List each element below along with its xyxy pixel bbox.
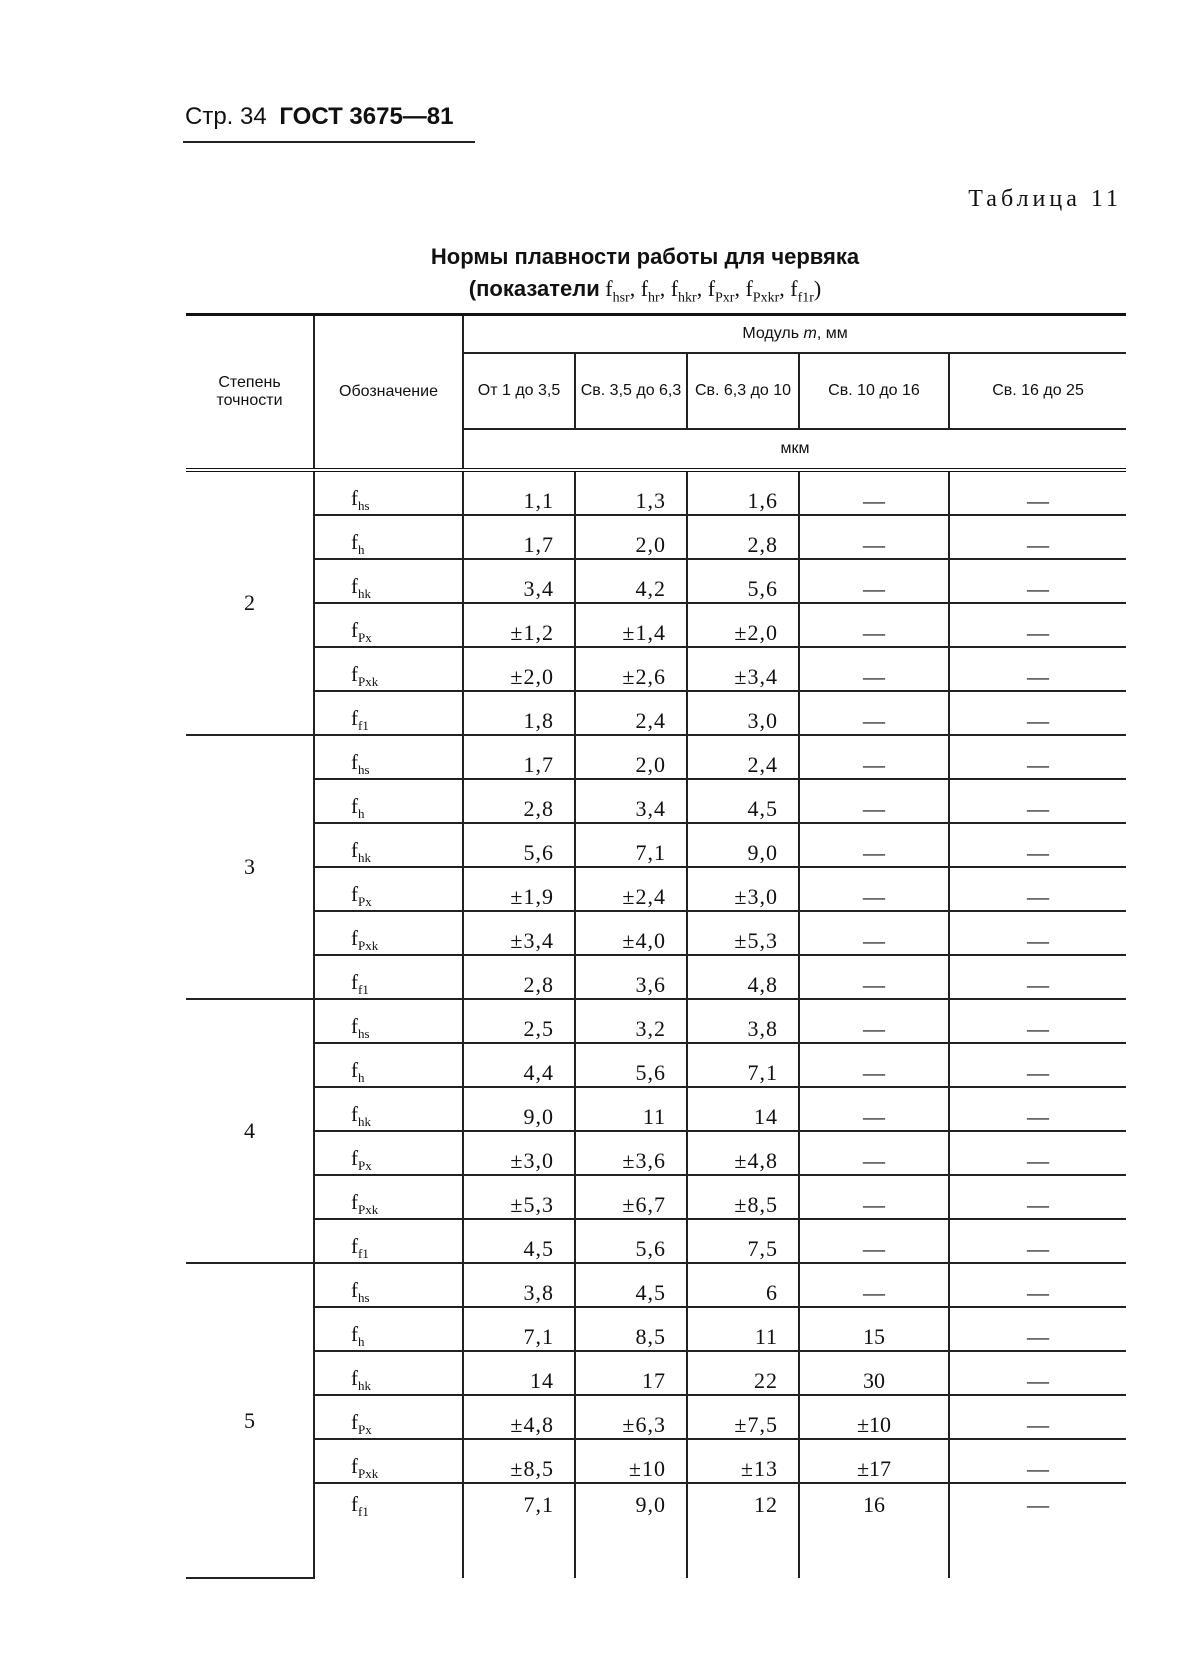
designation-sub: hk [358,1114,371,1129]
value-cell: — [949,999,1126,1043]
value-cell: — [949,1043,1126,1087]
value-cell: — [949,1219,1126,1263]
designation-base: f [351,1453,358,1478]
designation-base: f [351,1013,358,1038]
value-cell: 1,1 [463,470,575,515]
table-row [186,470,1126,515]
value-cell: — [799,735,949,779]
norms-table [186,313,1126,1579]
table-row [186,911,1126,955]
range-header: Св. 6,3 до 10 [687,353,799,429]
designation-sub: f1 [358,718,369,733]
designation-sub: hs [358,498,370,513]
value-cell: 8,5 [575,1307,687,1351]
value-cell: ±5,3 [687,911,799,955]
value-cell: — [799,1263,949,1307]
designation-base: f [351,793,358,818]
value-cell: — [949,1307,1126,1351]
value-cell: — [799,955,949,999]
indicator-symbol [745,276,780,306]
value-cell: 2,4 [575,691,687,735]
designation-base: f [351,485,358,510]
designation-base: f [351,705,358,730]
designation-sub: f1 [358,1246,369,1261]
designation-base: f [351,1492,358,1516]
designation-cell [314,647,463,691]
value-cell: — [949,470,1126,515]
value-cell: — [799,779,949,823]
designation-cell [314,1175,463,1219]
value-cell: ±6,3 [575,1395,687,1439]
value-cell: — [949,515,1126,559]
value-cell: — [799,1219,949,1263]
modul-label: Модуль [742,325,800,342]
value-cell: — [799,867,949,911]
value-cell: — [799,911,949,955]
page-header [185,103,453,131]
designation-header: Обозначение [314,315,463,471]
value-cell: — [949,647,1126,691]
value-cell: 1,7 [463,515,575,559]
table-row [186,955,1126,999]
value-cell: ±6,7 [575,1175,687,1219]
modul-symbol: m [803,325,817,342]
value-cell: — [799,691,949,735]
designation-sub: hs [358,1026,370,1041]
value-cell: — [799,470,949,515]
value-cell: ±4,8 [687,1131,799,1175]
value-cell: 2,0 [575,515,687,559]
indicator-sub: Pxkr [752,290,780,306]
value-cell: — [799,1043,949,1087]
designation-sub: Px [358,1422,372,1437]
indicator-symbol [605,276,630,306]
designation-base: f [351,529,358,554]
designation-cell [314,1087,463,1131]
value-cell: 2,5 [463,999,575,1043]
designation-sub: hs [358,1290,370,1305]
designation-base: f [351,881,358,906]
modul-header [463,315,1126,354]
designation-base: f [351,969,358,994]
designation-base: f [351,1233,358,1258]
value-cell: — [949,1175,1126,1219]
value-cell: — [949,1131,1126,1175]
value-cell: ±3,4 [687,647,799,691]
value-cell: — [949,779,1126,823]
range-header: От 1 до 3,5 [463,353,575,429]
table-row [186,1175,1126,1219]
table-title: Нормы плавности работы для червяка [430,244,860,269]
value-cell: — [799,559,949,603]
range-header: Св. 16 до 25 [949,353,1126,429]
value-cell: 2,8 [687,515,799,559]
value-cell: — [799,1175,949,1219]
indicator-list: $f_{hsr}$, $f_{hr}$, $f_{hkr}$, $f_{Pxr}$, $f_{Pxkr}$, $f_{f1r}$) [605,276,822,306]
grade-cell: 2 [186,470,314,735]
standard-code: ГОСТ 3675—81 [279,103,454,130]
value-cell: 4,5 [575,1263,687,1307]
value-cell: 7,1 [575,823,687,867]
norms-body [186,470,1126,1578]
subtitle-lead: (показатели [468,276,600,301]
value-cell: — [949,603,1126,647]
designation-cell [314,1439,463,1483]
value-cell: 7,5 [687,1219,799,1263]
designation-base: f [351,1409,358,1434]
value-cell: — [799,999,949,1043]
value-cell: 5,6 [687,559,799,603]
designation-cell [314,1219,463,1263]
value-cell: ±3,6 [575,1131,687,1175]
indicator-sub: hr [648,290,660,306]
value-cell: 3,2 [575,999,687,1043]
indicator-symbol [670,276,697,306]
value-cell: 16 [799,1483,949,1578]
designation-sub: f1 [358,1504,369,1520]
value-cell: 5,6 [575,1219,687,1263]
indicator-base: f [707,276,716,301]
value-cell: 11 [687,1307,799,1351]
value-cell: 1,7 [463,735,575,779]
table-row [186,999,1126,1043]
value-cell: 9,0 [687,823,799,867]
designation-base: f [351,837,358,862]
designation-sub: Px [358,1158,372,1173]
value-cell: 3,0 [687,691,799,735]
designation-cell [314,603,463,647]
indicator-symbol [790,276,814,306]
designation-cell [314,735,463,779]
value-cell: 1,8 [463,691,575,735]
value-cell: 2,4 [687,735,799,779]
value-cell: — [799,1087,949,1131]
value-cell: — [949,735,1126,779]
value-cell: — [949,1087,1126,1131]
value-cell: ±4,0 [575,911,687,955]
value-cell: 3,8 [687,999,799,1043]
designation-cell [314,955,463,999]
value-cell: 30 [799,1351,949,1395]
unit-header: мкм [463,429,1126,470]
indicator-base: f [640,276,649,301]
designation-cell [314,1307,463,1351]
designation-base: f [351,617,358,642]
table-row [186,1263,1126,1307]
designation-cell [314,867,463,911]
table-row [186,603,1126,647]
table-row [186,1395,1126,1439]
indicator-base: f [790,276,798,301]
value-cell: 7,1 [463,1483,575,1578]
value-cell: 7,1 [687,1043,799,1087]
designation-cell [314,515,463,559]
designation-sub: Pxk [358,674,379,689]
designation-cell [314,1131,463,1175]
designation-sub: hk [358,586,371,601]
value-cell: ±13 [687,1439,799,1483]
designation-sub: hk [358,850,371,865]
value-cell: ±1,9 [463,867,575,911]
grade-header: Степень точности [216,374,283,409]
value-cell: ±2,4 [575,867,687,911]
value-cell: 14 [463,1351,575,1395]
designation-cell [314,559,463,603]
value-cell: — [949,1395,1126,1439]
designation-cell [314,1483,463,1578]
value-cell: ±3,0 [687,867,799,911]
value-cell: 5,6 [463,823,575,867]
designation-sub: Pxk [358,1202,379,1217]
table-row [186,647,1126,691]
value-cell: — [799,515,949,559]
value-cell: — [949,911,1126,955]
value-cell: 12 [687,1483,799,1578]
value-cell: 4,8 [687,955,799,999]
table-row [186,779,1126,823]
table-row [186,1483,1126,1578]
value-cell: 2,8 [463,955,575,999]
range-header: Св. 10 до 16 [799,353,949,429]
table-number: Таблица 11 [968,186,1122,212]
designation-cell [314,470,463,515]
indicator-base: f [745,276,753,301]
value-cell: 1,3 [575,470,687,515]
designation-base: f [351,1145,358,1170]
designation-cell [314,779,463,823]
indicator-sub: hsr [612,290,630,306]
designation-base: f [351,661,358,686]
designation-sub: hs [358,762,370,777]
designation-cell [314,1351,463,1395]
value-cell: — [949,955,1126,999]
indicator-sub: f1r [797,290,814,306]
designation-sub: h [358,542,365,557]
designation-base: f [351,1277,358,1302]
indicator-sub: Pxr [715,290,735,306]
value-cell: 4,2 [575,559,687,603]
designation-base: f [351,1101,358,1126]
value-cell: — [799,647,949,691]
designation-base: f [351,1321,358,1346]
designation-cell [314,1263,463,1307]
value-cell: — [799,1131,949,1175]
grade-cell: 3 [186,735,314,999]
designation-sub: Px [358,630,372,645]
designation-cell [314,911,463,955]
value-cell: 6 [687,1263,799,1307]
value-cell: ±4,8 [463,1395,575,1439]
indicator-sub: hkr [678,290,697,306]
value-cell: 3,6 [575,955,687,999]
value-cell: 22 [687,1351,799,1395]
table-row [186,1307,1126,1351]
table-row [186,867,1126,911]
table-row [186,1087,1126,1131]
designation-sub: hk [358,1378,371,1393]
value-cell: ±2,0 [463,647,575,691]
value-cell: 15 [799,1307,949,1351]
value-cell: ±2,6 [575,647,687,691]
value-cell: 1,6 [687,470,799,515]
value-cell: 4,4 [463,1043,575,1087]
value-cell: ±3,4 [463,911,575,955]
value-cell: ±10 [575,1439,687,1483]
table-subtitle [0,276,1187,306]
table-row [186,691,1126,735]
designation-sub: h [358,1070,365,1085]
designation-base: f [351,573,358,598]
designation-cell [314,1043,463,1087]
value-cell: 3,4 [575,779,687,823]
value-cell: — [949,559,1126,603]
designation-sub: Px [358,894,372,909]
designation-sub: h [358,806,365,821]
table-row [186,559,1126,603]
value-cell: — [949,823,1126,867]
page-number: Стр. 34 [185,103,267,130]
value-cell: ±8,5 [687,1175,799,1219]
table-row [186,1351,1126,1395]
value-cell: 17 [575,1351,687,1395]
value-cell: ±7,5 [687,1395,799,1439]
range-header: Св. 3,5 до 6,3 [575,353,687,429]
value-cell: — [949,1439,1126,1483]
designation-base: f [351,1057,358,1082]
value-cell: 4,5 [463,1219,575,1263]
table-row [186,1439,1126,1483]
designation-cell [314,691,463,735]
value-cell: — [949,691,1126,735]
designation-sub: f1 [358,982,369,997]
indicator-symbol [707,276,735,306]
designation-sub: h [358,1334,365,1349]
value-cell: 3,8 [463,1263,575,1307]
designation-base: f [351,749,358,774]
designation-base: f [351,1365,358,1390]
value-cell: ±1,4 [575,603,687,647]
modul-unit: , мм [816,325,848,342]
table-row [186,1131,1126,1175]
value-cell: — [799,823,949,867]
value-cell: 5,6 [575,1043,687,1087]
designation-base: f [351,925,358,950]
value-cell: — [949,1483,1126,1578]
table-row [186,1219,1126,1263]
value-cell: — [799,603,949,647]
table-row [186,735,1126,779]
value-cell: 14 [687,1087,799,1131]
header-rule [183,141,475,143]
designation-sub: Pxk [358,938,379,953]
value-cell: 7,1 [463,1307,575,1351]
value-cell: ±10 [799,1395,949,1439]
value-cell: 9,0 [463,1087,575,1131]
value-cell: — [949,1351,1126,1395]
indicator-base: f [605,276,613,301]
value-cell: ±17 [799,1439,949,1483]
designation-cell [314,823,463,867]
indicator-base: f [670,276,679,301]
indicator-symbol [640,276,660,306]
value-cell: 2,0 [575,735,687,779]
grade-cell: 4 [186,999,314,1263]
value-cell: ±3,0 [463,1131,575,1175]
table-row [186,515,1126,559]
table-row [186,1043,1126,1087]
grade-cell: 5 [186,1263,314,1578]
designation-sub: Pxk [358,1466,379,1481]
value-cell: ±5,3 [463,1175,575,1219]
value-cell: — [949,867,1126,911]
designation-cell [314,999,463,1043]
value-cell: ±2,0 [687,603,799,647]
value-cell: 4,5 [687,779,799,823]
value-cell: 11 [575,1087,687,1131]
value-cell: ±1,2 [463,603,575,647]
value-cell: ±8,5 [463,1439,575,1483]
table-row [186,823,1126,867]
value-cell: 9,0 [575,1483,687,1578]
value-cell: — [949,1263,1126,1307]
designation-cell [314,1395,463,1439]
designation-base: f [351,1189,358,1214]
value-cell: 2,8 [463,779,575,823]
value-cell: 3,4 [463,559,575,603]
